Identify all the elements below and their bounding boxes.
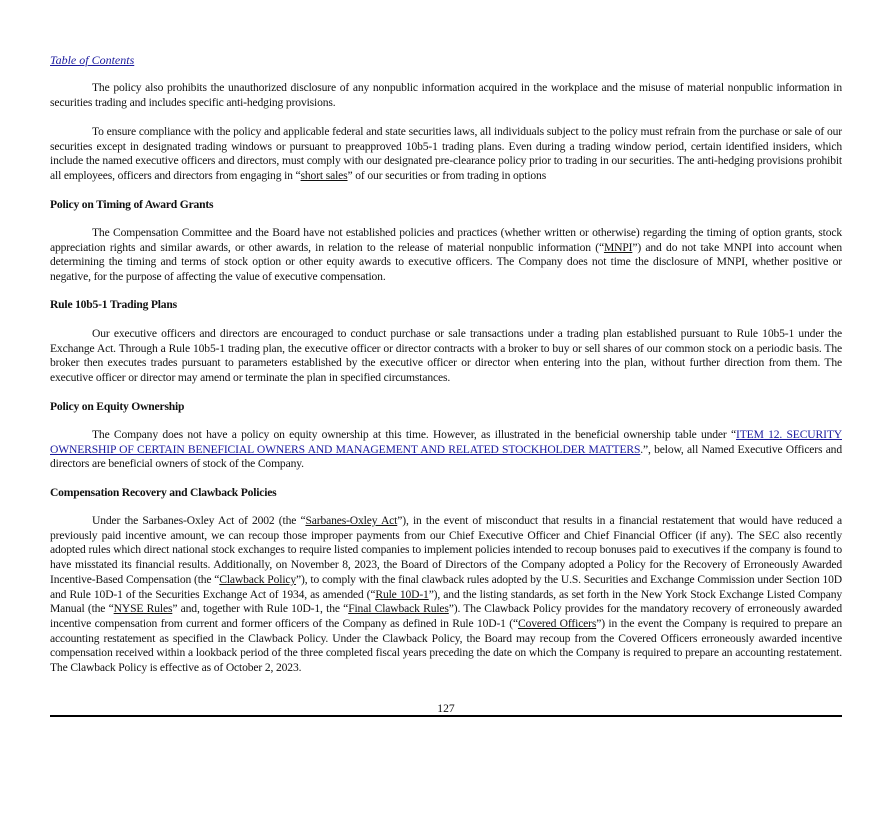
heading-equity-ownership: Policy on Equity Ownership [50, 400, 185, 413]
defined-term: Covered Officers [518, 616, 597, 630]
text: ”) and do not take MNPI into account when determining the timing and terms of stock option or other equity awards to executive officers. The Company does not time the disclosure of MNPI, whether positive or negative, for the purpose of affecting the value of executive compensation. [50, 240, 842, 284]
text: ”), and the listing standards, as set forth in the New York Stock Exchange Listed Company Manual (the “ [50, 587, 842, 616]
text: ” of our securities or from trading in options [347, 169, 547, 183]
text: The Company does not have a policy on equity ownership at this time. However, as illustrated in the beneficial ownership table under “ [92, 428, 736, 441]
paragraph-timing [50, 226, 842, 285]
defined-term: Sarbanes-Oxley Act [305, 514, 398, 527]
defined-term: NYSE Rules [113, 602, 173, 616]
defined-term: Rule 10D-1 [375, 587, 429, 601]
text: The policy also prohibits the unauthorized disclosure of any nonpublic information acquired in the workplace and the misuse of material nonpublic information in securities trading and includes specific anti-hedging provisions. [50, 81, 842, 109]
text: Our executive officers and directors are encouraged to conduct purchase or sale transactions under a trading plan established pursuant to Rule 10b5-1 under the Exchange Act. Through a Rule 10b5-1 trading plan, the executive officer or director contracts with a broker to buy or sell shares of our common stock on a periodic basis. The broker then executes trades pursuant to parameters established by the executive officer or director when entering into the plan, without further direction from them. The executive officer or director may amend or terminate the plan in specified circumstances. [50, 327, 842, 385]
heading-rule-10b5-1: Rule 10b5-1 Trading Plans [50, 298, 177, 311]
defined-term: Final Clawback Rules [348, 602, 449, 616]
defined-term: short sales [300, 169, 348, 183]
item-12-link[interactable]: ITEM 12. SECURITY OWNERSHIP OF CERTAIN BENEFICIAL OWNERS AND MANAGEMENT AND RELATED STOCKHOLDER MATTERS [50, 428, 842, 456]
footer-rule [50, 715, 842, 717]
defined-term: Clawback Policy [219, 572, 297, 586]
heading-clawback: Compensation Recovery and Clawback Policies [50, 486, 277, 499]
heading-timing-award-grants: Policy on Timing of Award Grants [50, 198, 214, 211]
text: .”, below, all Named Executive Officers and directors are beneficial owners of stock of the Company. [50, 442, 842, 471]
paragraph-policy-disclosure [50, 81, 842, 110]
paragraph-compliance [50, 125, 842, 184]
text: ”). The Clawback Policy provides for the mandatory recovery of erroneously awarded incentive compensation from current and former officers of the Company as defined in Rule 10D-1 (“ [50, 602, 843, 630]
text: ”) in the event the Company is required to prepare an accounting restatement as specified in the Clawback Policy. Under the Clawback Policy, the Board may recoup from the Covered Officers erroneously awarded incentive compensation received within a lookback period of the three completed fiscal years preceding the date on which the Company is required to prepare an accounting restatement. The Clawback Policy is effective as of October 2, 2023. [50, 616, 842, 675]
text: ”), to comply with the final clawback rules adopted by the U.S. Securities and Exchange Commission under Section 10D and Rule 10D-1 of the Securities Exchange Act of 1934, as amended (“ [50, 572, 842, 601]
text: The Compensation Committee and the Board have not established policies and practices (whether written or otherwise) regarding the timing of option grants, stock appreciation rights and similar awards, or other awards, in relation to the release of material nonpublic information (“ [50, 226, 842, 254]
text: ”), in the event of misconduct that results in a financial restatement that would have reduced a previously paid incentive amount, we can recoup those improper payments from our Chief Executive Officer and Chief Financial Officer (if any). The SEC also recently adopted rules which direct national stock exchanges to require listed companies to implement policies intended to recoup bonuses paid to executives if the company is found to have misstated its financial results. Additionally, on November 8, 2023, the Board of Directors of the Company adopted a Policy for the Recovery of Erroneously Awarded Incentive-Based Compensation (the “ [50, 514, 842, 586]
table-of-contents-link[interactable]: Table of Contents [50, 53, 135, 67]
paragraph-clawback [50, 514, 842, 676]
defined-term: MNPI [603, 240, 633, 254]
paragraph-trading-plans [50, 327, 842, 386]
text: ” and, together with Rule 10D-1, the “ [172, 602, 349, 616]
text: Under the Sarbanes-Oxley Act of 2002 (the “ [92, 514, 306, 527]
text: To ensure compliance with the policy and applicable federal and state securities laws, all individuals subject to the policy must refrain from the purchase or sale of our securities except in designated trading windows or pursuant to preapproved 10b5-1 trading plans. Even during a trading window period, certain identified insiders, which include the named executive officers and directors, must comply with our designated pre-clearance policy prior to trading in our securities. The anti-hedging provisions prohibit all employees, officers and directors from engaging in “ [50, 125, 842, 183]
page-number: 127 [437, 702, 455, 715]
paragraph-equity-ownership [50, 428, 842, 472]
